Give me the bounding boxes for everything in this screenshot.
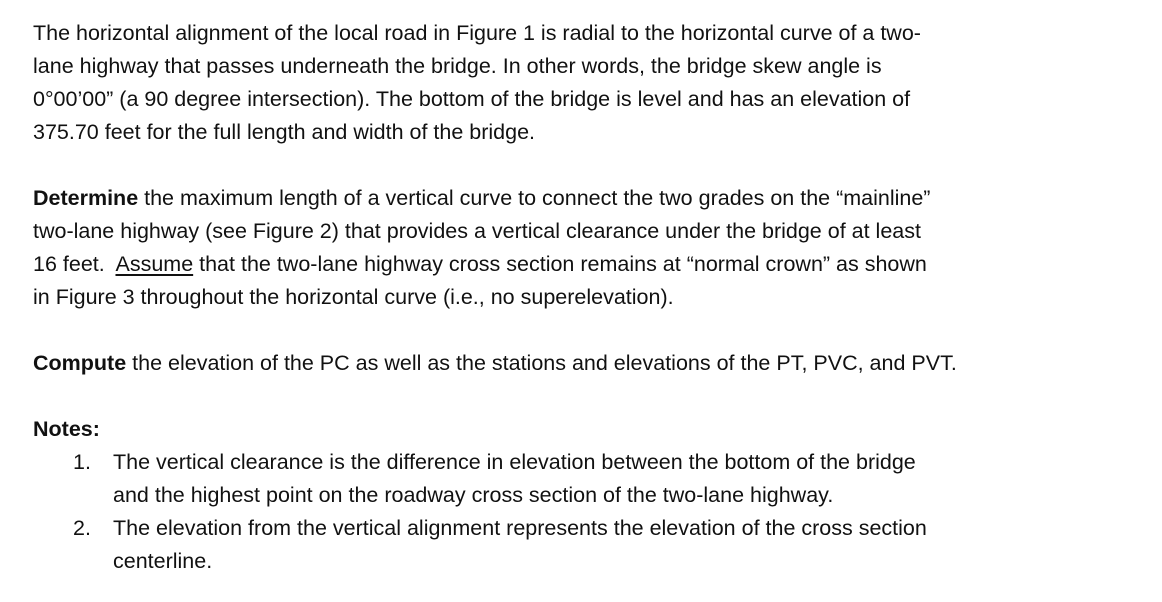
text-line: and the highest point on the roadway cross section of the two-lane highway.	[113, 483, 834, 507]
text-line: The elevation from the vertical alignment represents the elevation of the cross section	[113, 516, 927, 540]
underlined-keyword-assume: Assume	[115, 252, 194, 276]
notes-section	[33, 413, 1143, 578]
problem-document	[33, 17, 1143, 578]
text-line: 0°00’00” (a 90 degree intersection). The bottom of the bridge is level and has an elevation of	[33, 87, 911, 111]
paragraph-compute-task	[33, 347, 1143, 380]
text-line: lane highway that passes underneath the bridge. In other words, the bridge skew angle is	[33, 54, 882, 78]
notes-heading: Notes:	[33, 417, 100, 441]
text-line: in Figure 3 throughout the horizontal curve (i.e., no superelevation).	[33, 285, 674, 309]
text-line	[33, 182, 1143, 215]
text-line	[33, 248, 1143, 281]
text-line: The horizontal alignment of the local road in Figure 1 is radial to the horizontal curve of a two-	[33, 21, 921, 45]
text-segment: the elevation of the PC as well as the stations and elevations of the PT, PVC, and PVT.	[126, 351, 957, 375]
paragraph-problem-context	[33, 17, 1143, 149]
paragraph-determine-task	[33, 182, 1143, 314]
note-number: 1.	[73, 450, 91, 474]
text-segment: the maximum length of a vertical curve to connect the two grades on the “mainline”	[138, 186, 931, 210]
bold-keyword-determine: Determine	[33, 186, 139, 210]
text-segment: that the two-lane highway cross section remains at “normal crown” as shown	[193, 252, 927, 276]
note-number: 2.	[73, 516, 91, 540]
text-line: The vertical clearance is the difference in elevation between the bottom of the bridge	[113, 450, 916, 474]
text-line: centerline.	[113, 549, 213, 573]
text-segment: 16 feet.	[33, 252, 116, 276]
note-item	[33, 446, 1143, 512]
note-item	[33, 512, 1143, 578]
text-line	[33, 347, 1143, 380]
text-line: 375.70 feet for the full length and width of the bridge.	[33, 120, 536, 144]
bold-keyword-compute: Compute	[33, 351, 127, 375]
text-line: two-lane highway (see Figure 2) that provides a vertical clearance under the bridge of at least	[33, 219, 921, 243]
notes-list	[33, 446, 1143, 578]
